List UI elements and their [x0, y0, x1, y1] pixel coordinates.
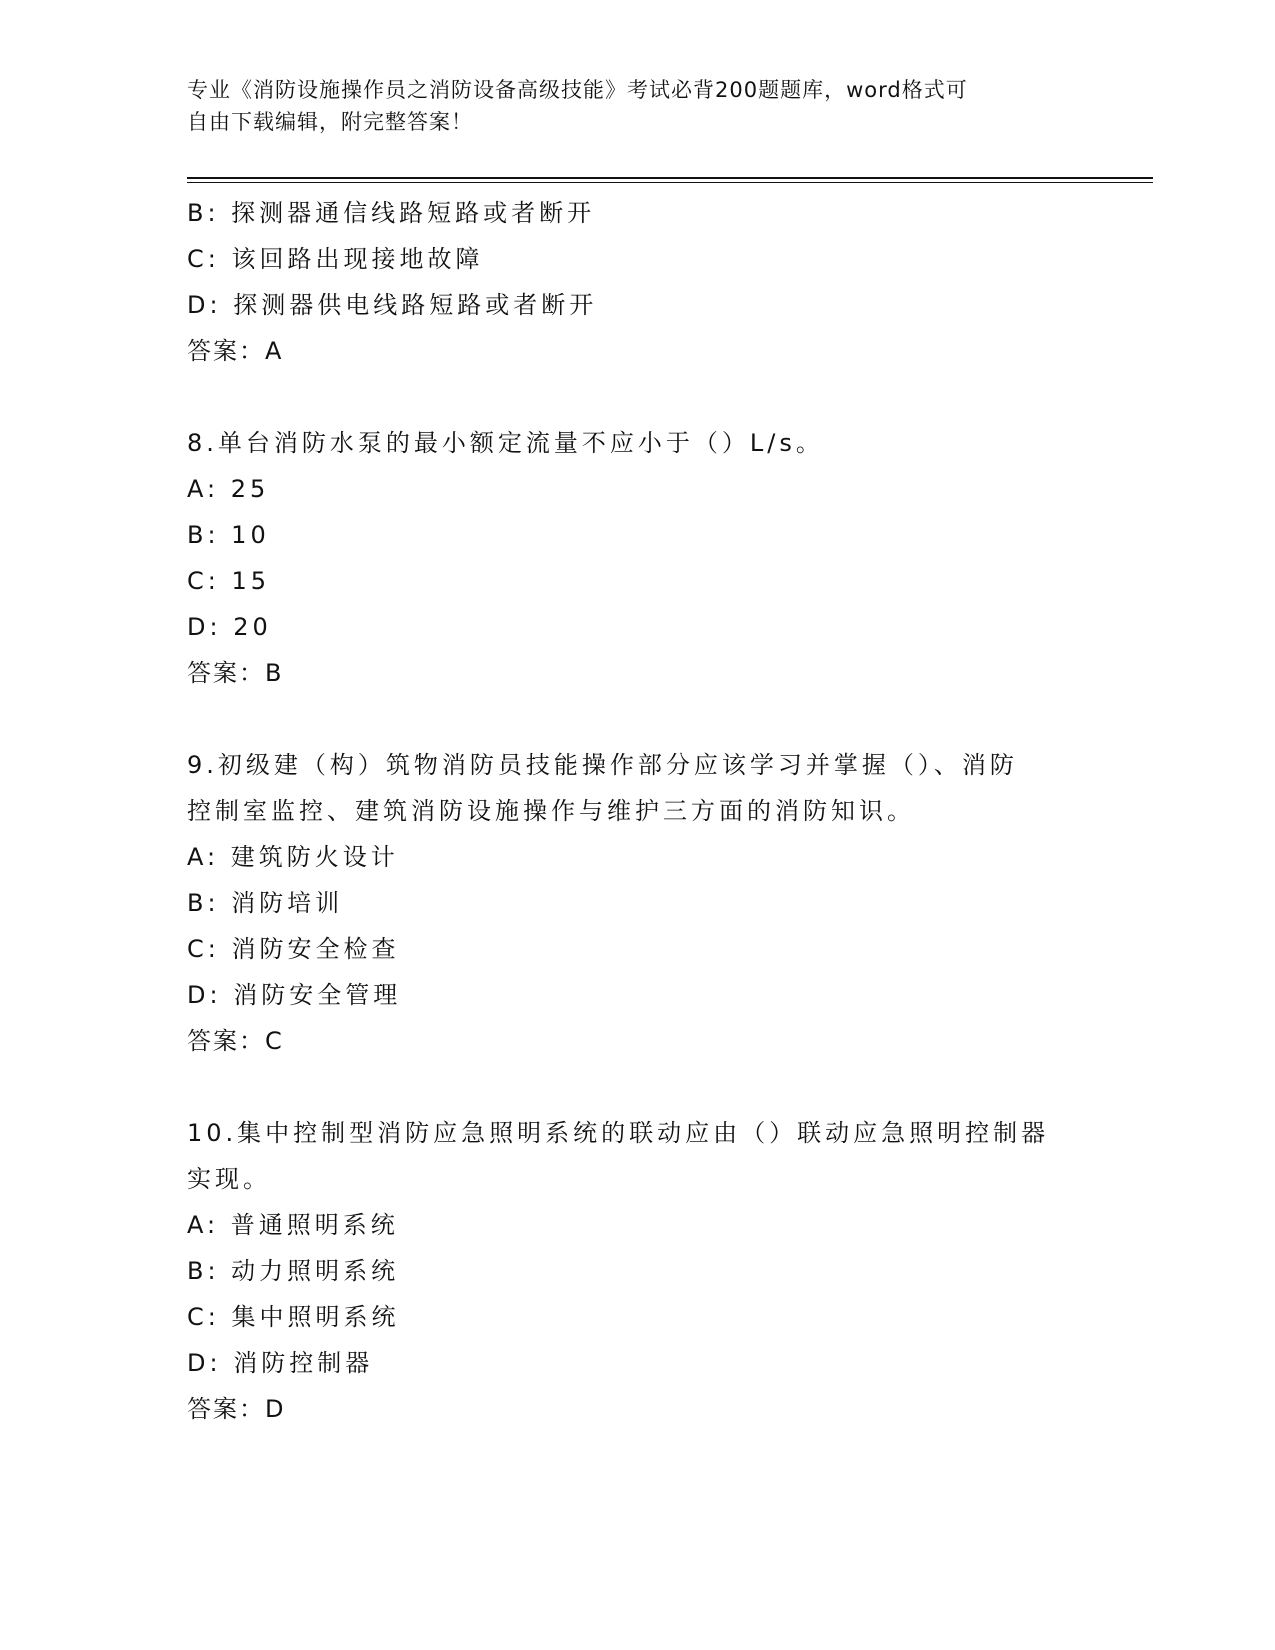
- question-stem-line-1: 10.集中控制型消防应急照明系统的联动应由（）联动应急照明控制器: [187, 1119, 1050, 1147]
- option-a: A: 普通照明系统: [187, 1211, 399, 1239]
- option-b: B: 消防培训: [187, 889, 344, 917]
- question-10: [187, 1110, 1087, 1432]
- question-stem-line-1: 9.初级建（构）筑物消防员技能操作部分应该学习并掌握（）、消防: [187, 751, 1018, 779]
- question-list: [187, 190, 1087, 1432]
- header-divider-thick: [187, 177, 1153, 179]
- question-8: [187, 420, 1087, 696]
- option-d: D: 20: [187, 613, 272, 641]
- answer: 答案：B: [187, 659, 284, 687]
- option-c: C: 该回路出现接地故障: [187, 245, 484, 273]
- option-b: B: 探测器通信线路短路或者断开: [187, 199, 596, 227]
- option-d: D: 探测器供电线路短路或者断开: [187, 291, 598, 319]
- question-stem-line-2: 控制室监控、建筑消防设施操作与维护三方面的消防知识。: [187, 797, 915, 825]
- answer: 答案：C: [187, 1027, 284, 1055]
- option-d: D: 消防控制器: [187, 1349, 374, 1377]
- document-header: [187, 74, 1067, 138]
- option-b: B: 动力照明系统: [187, 1257, 400, 1285]
- answer: 答案：A: [187, 337, 284, 365]
- option-a: A: 25: [187, 475, 270, 503]
- option-b: B: 10: [187, 521, 270, 549]
- answer: 答案：D: [187, 1395, 286, 1423]
- header-divider-thin: [187, 182, 1153, 183]
- option-c: C: 消防安全检查: [187, 935, 400, 963]
- option-d: D: 消防安全管理: [187, 981, 402, 1009]
- option-c: C: 15: [187, 567, 271, 595]
- header-line-2: 自由下载编辑，附完整答案！: [187, 110, 473, 134]
- question-stem-line-2: 实现。: [187, 1165, 271, 1193]
- header-line-1: 专业《消防设施操作员之消防设备高级技能》考试必背200题题库，word格式可: [187, 78, 968, 102]
- option-c: C: 集中照明系统: [187, 1303, 400, 1331]
- question-9: [187, 742, 1087, 1064]
- option-a: A: 建筑防火设计: [187, 843, 399, 871]
- question-7-continued: [187, 190, 1087, 374]
- question-stem: 8.单台消防水泵的最小额定流量不应小于（）L/s。: [187, 429, 824, 457]
